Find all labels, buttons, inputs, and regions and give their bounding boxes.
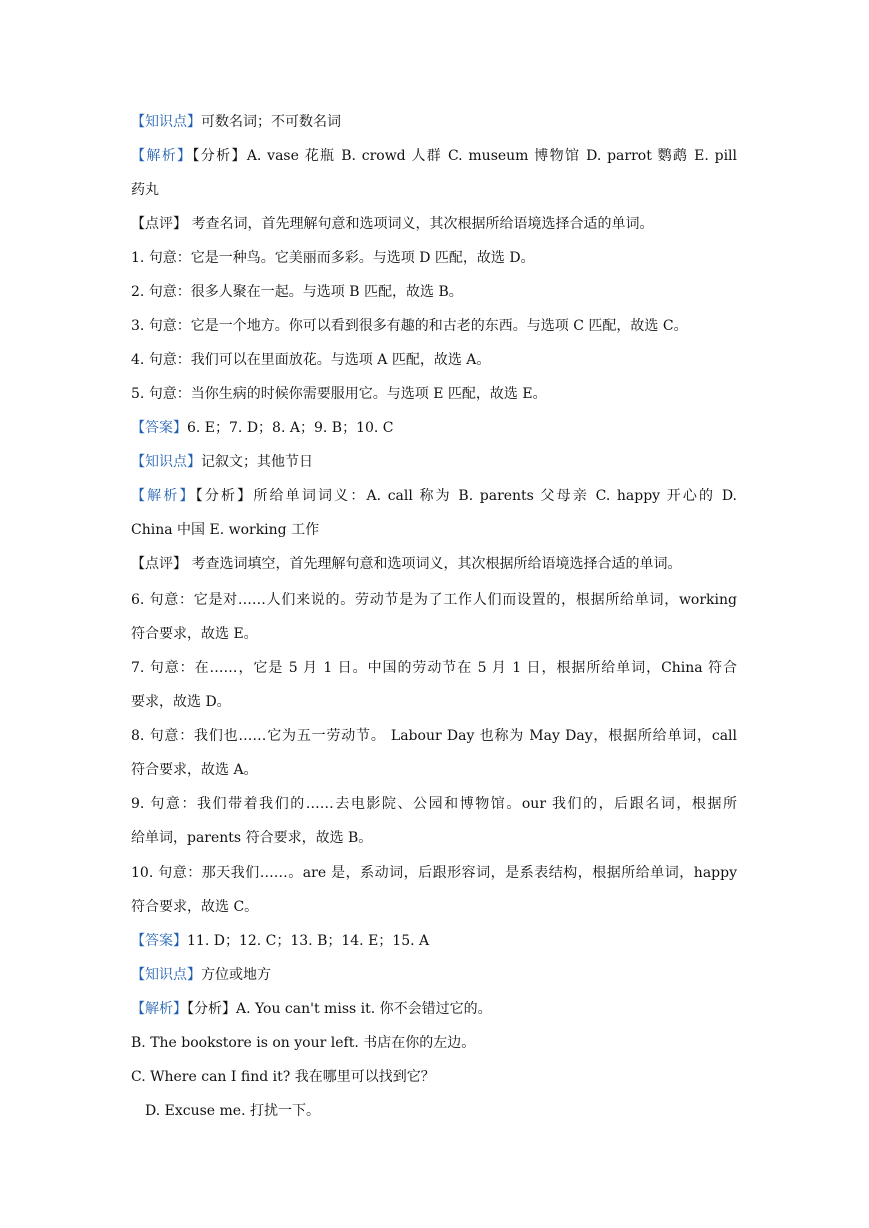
analysis-1-cont: 药丸 bbox=[131, 182, 159, 198]
knowledge-text: 方位或地方 bbox=[201, 967, 271, 983]
option-b: B. The bookstore is on your left. 书店在你的左边。 bbox=[131, 1035, 476, 1051]
knowledge-label: 【知识点】 bbox=[131, 967, 201, 983]
comment-text: 考查选词填空，首先理解句意和选项词义，其次根据所给语境选择合适的单词。 bbox=[187, 556, 682, 572]
answer-2 bbox=[131, 931, 737, 951]
knowledge-label: 【知识点】 bbox=[131, 454, 201, 470]
sub-analysis-label: 【分析】 bbox=[192, 148, 247, 164]
analysis-1 bbox=[131, 146, 737, 166]
sub-analysis-label: 【分析】 bbox=[195, 488, 254, 504]
analysis-2-cont: China 中国 E. working 工作 bbox=[131, 522, 320, 538]
answer-text: 6. E；7. D；8. A；9. B；10. C bbox=[187, 420, 394, 436]
answer-text: 11. D；12. C；13. B；14. E；15. A bbox=[187, 933, 430, 949]
comment-label: 【点评】 bbox=[131, 556, 187, 572]
explanation-10-cont: 符合要求，故选 C。 bbox=[131, 899, 259, 915]
comment-2 bbox=[131, 554, 737, 574]
answer-label: 【答案】 bbox=[131, 933, 187, 949]
explanation-7: 7. 句意：在……，它是 5 月 1 日。中国的劳动节在 5 月 1 日，根据所给单词，China 符合 bbox=[131, 660, 737, 676]
explanation-2: 2. 句意：很多人聚在一起。与选项 B 匹配，故选 B。 bbox=[131, 284, 463, 300]
analysis-label: 【解析】 bbox=[131, 488, 196, 504]
knowledge-label: 【知识点】 bbox=[131, 114, 201, 130]
explanation-6: 6. 句意：它是对……人们来说的。劳动节是为了工作人们而设置的，根据所给单词，working bbox=[131, 592, 737, 608]
knowledge-text: 记叙文；其他节日 bbox=[201, 454, 313, 470]
explanation-8: 8. 句意：我们也……它为五一劳动节。 Labour Day 也称为 May Day，根据所给单词，call bbox=[131, 728, 737, 744]
comment-1 bbox=[131, 214, 737, 234]
analysis-2 bbox=[131, 486, 737, 506]
comment-text: 考查名词，首先理解句意和选项词义，其次根据所给语境选择合适的单词。 bbox=[187, 216, 654, 232]
sub-analysis-label: 【分析】 bbox=[187, 1001, 236, 1017]
explanation-5: 5. 句意：当你生病的时候你需要服用它。与选项 E 匹配，故选 E。 bbox=[131, 386, 547, 402]
option-d: D. Excuse me. 打扰一下。 bbox=[145, 1103, 320, 1119]
knowledge-text: 可数名词；不可数名词 bbox=[201, 114, 341, 130]
explanation-1: 1. 句意：它是一种鸟。它美丽而多彩。与选项 D 匹配，故选 D。 bbox=[131, 250, 535, 266]
explanation-7-cont: 要求，故选 D。 bbox=[131, 694, 231, 710]
analysis-text: 所给单词词义：A. call 称为 B. parents 父母亲 C. happy 开心的 D. bbox=[253, 488, 737, 504]
explanation-8-cont: 符合要求，故选 A。 bbox=[131, 762, 258, 778]
explanation-3: 3. 句意：它是一个地方。你可以看到很多有趣的和古老的东西。与选项 C 匹配，故选 C。 bbox=[131, 318, 688, 334]
explanation-6-cont: 符合要求，故选 E。 bbox=[131, 626, 258, 642]
answer-label: 【答案】 bbox=[131, 420, 187, 436]
explanation-10: 10. 句意：那天我们……。are 是，系动词，后跟形容词，是系表结构，根据所给单词，happy bbox=[131, 865, 737, 881]
analysis-text: A. vase 花瓶 B. crowd 人群 C. museum 博物馆 D. parrot 鹦鹉 E. pill bbox=[246, 148, 738, 164]
analysis-label: 【解析】 bbox=[131, 1001, 187, 1017]
knowledge-point-1 bbox=[131, 112, 737, 132]
option-c: C. Where can I find it? 我在哪里可以找到它？ bbox=[131, 1069, 435, 1085]
answer-1 bbox=[131, 418, 737, 438]
knowledge-point-3 bbox=[131, 965, 737, 985]
analysis-text: A. You can't miss it. 你不会错过它的。 bbox=[236, 1001, 492, 1017]
comment-label: 【点评】 bbox=[131, 216, 187, 232]
analysis-3 bbox=[131, 999, 737, 1019]
explanation-9-cont: 给单词，parents 符合要求，故选 B。 bbox=[131, 830, 373, 846]
explanation-4: 4. 句意：我们可以在里面放花。与选项 A 匹配，故选 A。 bbox=[131, 352, 491, 368]
analysis-label: 【解析】 bbox=[131, 148, 193, 164]
knowledge-point-2 bbox=[131, 452, 737, 472]
explanation-9: 9. 句意：我们带着我们的……去电影院、公园和博物馆。our 我们的，后跟名词，根据所 bbox=[131, 796, 737, 812]
